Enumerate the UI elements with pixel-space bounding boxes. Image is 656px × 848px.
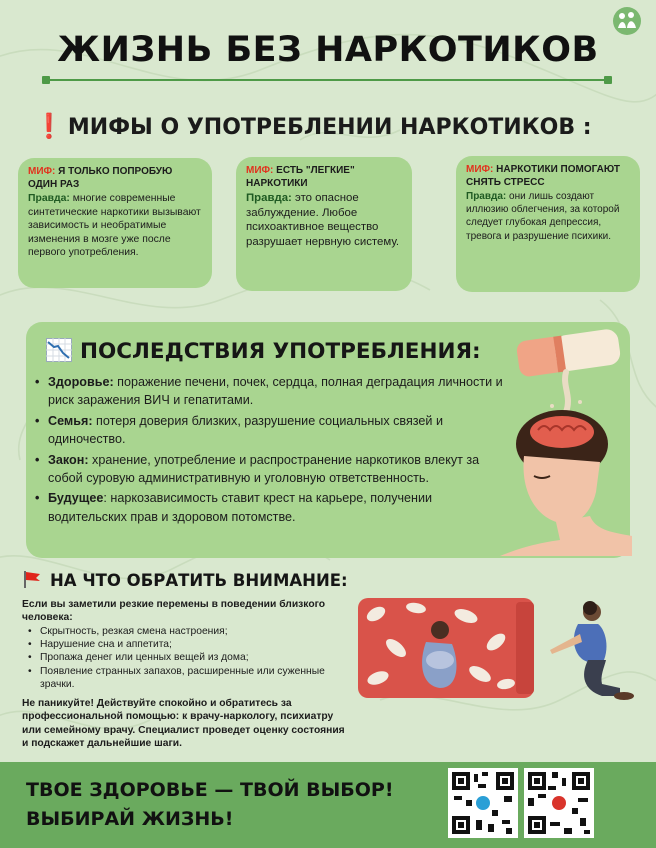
chart-decreasing-icon	[46, 338, 72, 362]
truth-label: Правда:	[466, 191, 507, 202]
truth-text: это опасное заблуждение. Любое психоактивное вещество разрушает нервную систему.	[246, 192, 400, 248]
myth-label: МИФ:	[28, 166, 56, 177]
truth-text: они лишь создают иллюзию облегчения, за которой следует глубокая депрессия, тревога и разрушение психики.	[466, 191, 620, 242]
myth-text: ЕСТЬ "ЛЕГКИЕ" НАРКОТИКИ	[246, 165, 355, 189]
footer-line-2: ВЫБИРАЙ ЖИЗНЬ!	[26, 808, 234, 830]
attention-advice: Не паникуйте! Действуйте спокойно и обратитесь за профессиональной помощью: к врачу-наркологу, психиатру или семейному врачу. Специалист проведет оценку состояния и подскажет дальнейшие шаги.	[22, 698, 345, 750]
attention-intro: Если вы заметили резкие перемены в поведении близкого человека:	[22, 599, 326, 623]
attention-heading	[22, 570, 348, 590]
truth-label: Правда:	[28, 193, 70, 204]
consequences-list	[32, 373, 512, 528]
list-item: • Семья: потеря доверия близких, разрушение социальных связей и одиночество.	[32, 412, 512, 449]
consequences-heading	[46, 338, 481, 364]
list-item: • Здоровье: поражение печени, почек, сердца, полная деградация личности и риск заражения ВИЧ и гепатитами.	[32, 373, 512, 410]
myth-card-1	[18, 158, 212, 288]
list-item: • Закон: хранение, употребление и распространение наркотиков влекут за собой суровую административную и уголовную ответственность.	[32, 451, 512, 488]
qr-code-icon[interactable]	[524, 768, 594, 838]
list-item: • Пропажа денег или ценных вещей из дома;	[24, 651, 344, 664]
person-in-pill-jar-illustration	[356, 594, 536, 700]
footer-slogan	[26, 776, 394, 834]
myth-text: НАРКОТИКИ ПОМОГАЮТ СНЯТЬ СТРЕСС	[466, 164, 621, 188]
truth-label: Правда:	[246, 192, 292, 204]
red-flag-icon	[22, 570, 42, 588]
qr-code-icon[interactable]	[448, 768, 518, 838]
list-item: • Будущее: наркозависимость ставит крест на карьере, получении водительских прав и здоровом потомстве.	[32, 489, 512, 526]
head-with-pill-illustration	[500, 326, 632, 556]
myth-label: МИФ:	[246, 165, 274, 176]
footer-line-1: ТВОЕ ЗДОРОВЬЕ — ТВОЙ ВЫБОР!	[26, 779, 394, 801]
consequences-heading-text: ПОСЛЕДСТВИЯ УПОТРЕБЛЕНИЯ:	[80, 339, 481, 364]
truth-text: многие современные синтетические наркотики вызывают зависимость и необратимые изменения в мозге уже после первого употребления.	[28, 193, 201, 258]
myths-heading	[34, 112, 592, 140]
list-item: • Нарушение сна и аппетита;	[24, 638, 344, 651]
myths-heading-text: МИФЫ О УПОТРЕБЛЕНИИ НАРКОТИКОВ :	[67, 115, 592, 140]
exclamation-icon: ❗	[34, 112, 64, 140]
myth-text: Я ТОЛЬКО ПОПРОБУЮ ОДИН РАЗ	[28, 166, 173, 190]
myth-label: МИФ:	[466, 164, 494, 175]
list-item: • Скрытность, резкая смена настроения;	[24, 625, 344, 638]
warning-signs-list	[24, 625, 344, 691]
page-title: ЖИЗНЬ БЕЗ НАРКОТИКОВ	[57, 30, 599, 70]
myth-card-2	[236, 157, 412, 291]
helping-person-illustration	[540, 598, 636, 702]
attention-heading-text: НА ЧТО ОБРАТИТЬ ВНИМАНИЕ:	[50, 571, 348, 590]
title-divider	[42, 76, 612, 84]
list-item: • Появление странных запахов, расширенные или суженные зрачки.	[24, 665, 344, 691]
myth-card-3	[456, 156, 640, 292]
